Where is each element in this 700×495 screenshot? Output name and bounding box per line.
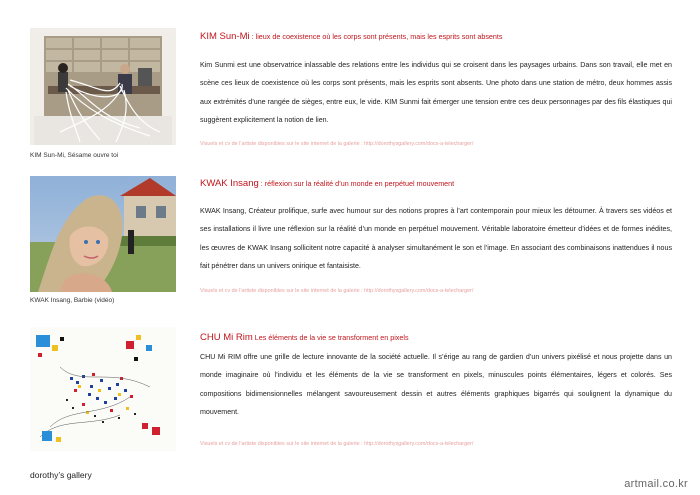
artist-title xyxy=(200,332,409,343)
artwork-caption: KIM Sun-Mi, Sésame ouvre toi xyxy=(30,152,119,159)
gallery-name: dorothy’s gallery xyxy=(30,470,92,480)
artist-name: KWAK Insang xyxy=(200,178,259,189)
artist-subtitle: : réflexion sur la réalité d’un monde en perpétuel mouvement xyxy=(258,179,455,188)
site-watermark: artmail.co.kr xyxy=(624,478,688,490)
artist-title xyxy=(200,178,454,189)
artwork-caption: KWAK Insang, Barbie (vidéo) xyxy=(30,297,115,304)
artist-description: Kim Sunmi est une observatrice inlassable des relations entre les individus qui se croisent dans les paysages urbains. Dans son travail, elle met en scène ces lieux de coexistence où les corps sont présents, mais les esprits sont absents. Une photo dans une station de métro, deux hommes assis aux extrémités d’une rangée de sièges, entre eux, le vide. KIM Sunmi fait émerger une tension entre ces deux personnages par des fils élastiques qui suggèrent explicitement la notion de lien. xyxy=(200,61,672,124)
source-link: Visuels et cv de l’artiste disponibles sur le site internet de la galerie : http://dorothysgallery.com/docs-a-telecharger/ xyxy=(200,288,474,294)
source-link: Visuels et cv de l’artiste disponibles sur le site internet de la galerie : http://dorothysgallery.com/docs-a-telecharger/ xyxy=(200,141,474,147)
artist-description: CHU Mi RIM offre une grille de lecture innovante de la société actuelle. Il s’érige au rang de gardien d’un univers pixélisé et nous projette dans un monde imaginaire où l’individu et les éléments de la vie se transforment en pixels, minuscules points élémentaires, légers et colorés. Ses compositions bidimensionnelles mélangent savoureusement dessin et autres éléments graphiques bigarrés qui soulignent la dynamique du mouvement. xyxy=(200,353,672,416)
artwork-image-kwak xyxy=(30,176,176,292)
artwork-image-chu xyxy=(30,327,176,451)
artist-subtitle: : lieux de coexistence où les corps sont présents, mais les esprits sont absents xyxy=(249,32,503,41)
artwork-image-kim xyxy=(30,28,176,145)
source-link: Visuels et cv de l’artiste disponibles sur le site internet de la galerie : http://dorothysgallery.com/docs-a-telecharger/ xyxy=(200,441,474,447)
artist-description: KWAK Insang, Créateur prolifique, surfe avec humour sur des notions propres à l’art contemporain pour mieux les détourner. À travers ses vidéos et ses installations il livre une réflexion sur la réalité d’un monde en perpétuel mouvement. Véritable laboratoire émetteur d’idées et de formes inédites, les œuvres de KWAK Insang sollicitent notre capacité à analyser simultanément le son et l’image. En associant des combinaisons inattendues il nous fait pénétrer dans un univers onirique et fantaisiste. xyxy=(200,207,672,270)
artist-subtitle: Les éléments de la vie se transforment en pixels xyxy=(252,333,409,342)
artist-name: CHU Mi Rim xyxy=(200,332,253,343)
artist-name: KIM Sun-Mi xyxy=(200,31,250,42)
artist-title xyxy=(200,31,503,42)
